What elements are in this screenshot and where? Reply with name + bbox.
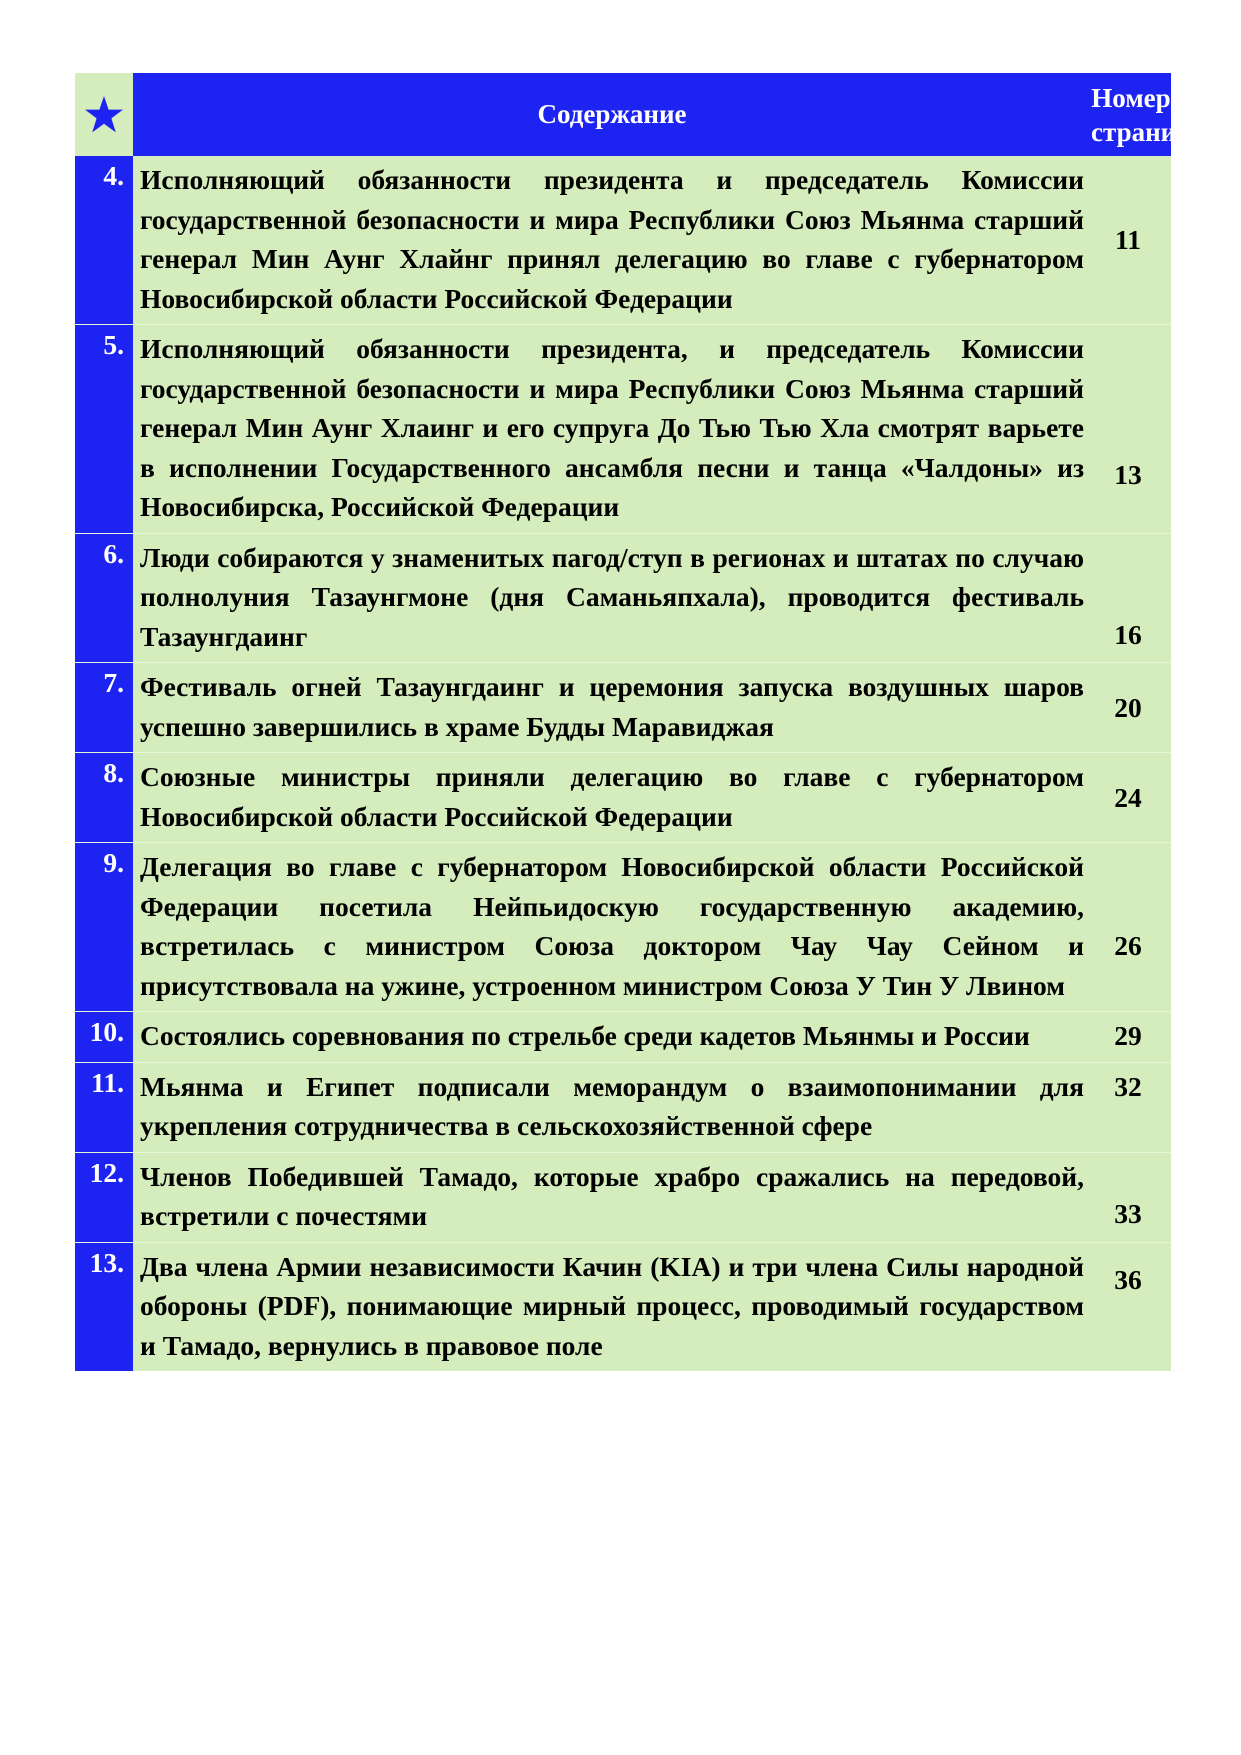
entry-page: 29 <box>1091 1012 1171 1063</box>
entry-title: Исполняющий обязанности президента и председатель Комиссии государственной безопасности и мира Республики Союз Мьянма старший генерал Мин Аунг Хлайнг принял делегацию во главе с губернатором Новосибирской области Российской Федерации <box>133 156 1091 325</box>
contents-heading: Содержание <box>133 73 1091 156</box>
entry-page: 11 <box>1091 156 1171 325</box>
toc-row <box>75 156 1171 325</box>
entry-page: 32 <box>1091 1062 1171 1152</box>
entry-title: Состоялись соревнования по стрельбе среди кадетов Мьянмы и России <box>133 1012 1091 1063</box>
header-row <box>75 73 1171 156</box>
entry-title: Мьянма и Египет подписали меморандум о взаимопонимании для укрепления сотрудничества в сельскохозяйственной сфере <box>133 1062 1091 1152</box>
page-number-heading-line1: Номер <box>1091 82 1171 113</box>
toc-row <box>75 663 1171 753</box>
entry-page: 13 <box>1091 325 1171 534</box>
entry-title: Членов Победившей Тамадо, которые храбро сражались на передовой, встретили с почестями <box>133 1152 1091 1242</box>
toc-row <box>75 843 1171 1012</box>
entry-number: 4. <box>75 156 133 325</box>
entry-page: 20 <box>1091 663 1171 753</box>
page-number-heading <box>1091 73 1213 156</box>
entry-number: 7. <box>75 663 133 753</box>
entry-number: 6. <box>75 533 133 663</box>
star-cell <box>75 73 133 156</box>
entry-page: 26 <box>1091 843 1171 1012</box>
entry-title: Два члена Армии независимости Качин (KIA) и три члена Силы народной обороны (PDF), понимающие мирный процесс, проводимый государством и Тамадо, вернулись в правовое поле <box>133 1242 1091 1371</box>
toc-row <box>75 325 1171 534</box>
toc-row <box>75 1242 1171 1371</box>
page-number-heading-line2: страницы <box>1091 116 1213 147</box>
entry-title: Фестиваль огней Тазаунгдаинг и церемония запуска воздушных шаров успешно завершились в храме Будды Маравиджая <box>133 663 1091 753</box>
entry-number: 9. <box>75 843 133 1012</box>
entry-number: 5. <box>75 325 133 534</box>
toc-row <box>75 533 1171 663</box>
entry-page: 36 <box>1091 1242 1171 1371</box>
entry-title: Делегация во главе с губернатором Новосибирской области Российской Федерации посетила Нейпьидоскую государственную академию, встретилась с министром Союза доктором Чау Чау Сейном и присутствовала на ужине, устроенном министром Союза У Тин У Лвином <box>133 843 1091 1012</box>
toc-row <box>75 1152 1171 1242</box>
entry-number: 13. <box>75 1242 133 1371</box>
entry-number: 12. <box>75 1152 133 1242</box>
entry-page: 24 <box>1091 753 1171 843</box>
star-icon <box>84 95 124 135</box>
entry-number: 10. <box>75 1012 133 1063</box>
toc-row <box>75 753 1171 843</box>
toc-row <box>75 1062 1171 1152</box>
entry-page: 16 <box>1091 533 1171 663</box>
entry-number: 11. <box>75 1062 133 1152</box>
entry-title: Люди собираются у знаменитых пагод/ступ в регионах и штатах по случаю полнолуния Тазаунгмоне (дня Саманьяпхала), проводится фестиваль Тазаунгдаинг <box>133 533 1091 663</box>
table-of-contents <box>75 73 1213 1371</box>
toc-row <box>75 1012 1171 1063</box>
entry-title: Исполняющий обязанности президента, и председатель Комиссии государственной безопасности и мира Республики Союз Мьянма старший генерал Мин Аунг Хлаинг и его супруга До Тью Тью Хла смотрят варьете в исполнении Государственного ансамбля песни и танца «Чалдоны» из Новосибирска, Российской Федерации <box>133 325 1091 534</box>
entry-page: 33 <box>1091 1152 1171 1242</box>
entry-title: Союзные министры приняли делегацию во главе с губернатором Новосибирской области Российской Федерации <box>133 753 1091 843</box>
entry-number: 8. <box>75 753 133 843</box>
